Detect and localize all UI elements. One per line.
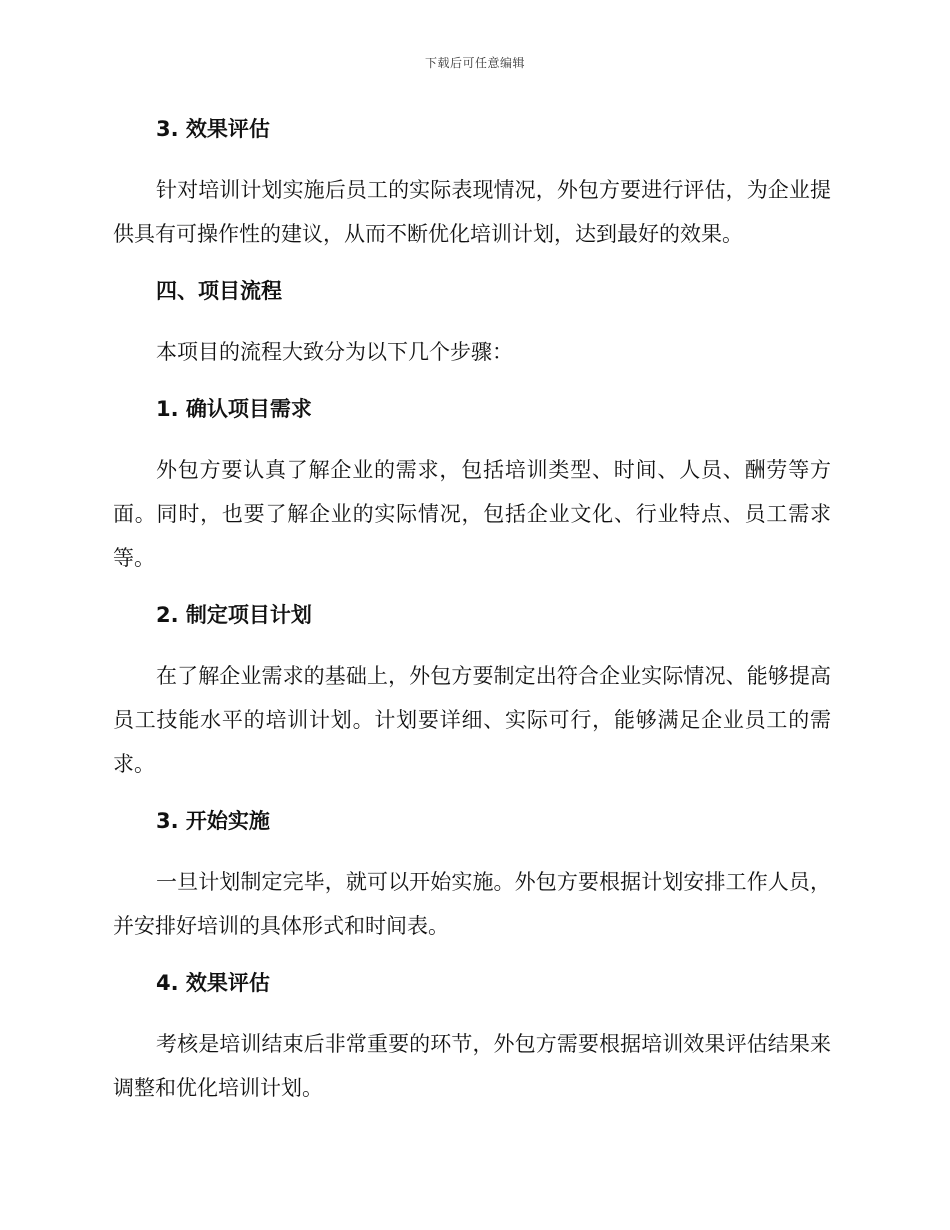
document-body <box>113 112 831 1110</box>
paragraph-confirm-requirements: 外包方要认真了解企业的需求，包括培训类型、时间、人员、酬劳等方面。同时，也要了解企业的实际情况，包括企业文化、行业特点、员工需求等。 <box>113 458 831 570</box>
paragraph-process-intro: 本项目的流程大致分为以下几个步骤： <box>156 340 513 364</box>
header-note: 下载后可任意编辑 <box>424 56 525 70</box>
paragraph-start-implementation: 一旦计划制定完毕，就可以开始实施。外包方要根据计划安排工作人员，并安排好培训的具体形式和时间表。 <box>113 870 831 938</box>
section-heading-confirm-requirements: 1. 确认项目需求 <box>156 397 312 421</box>
section-heading-make-plan: 2. 制定项目计划 <box>156 603 312 627</box>
section-heading-evaluation: 3. 效果评估 <box>156 117 270 141</box>
section-heading-start-implementation: 3. 开始实施 <box>156 809 270 833</box>
section-heading-effect-evaluation: 4. 效果评估 <box>156 971 270 995</box>
paragraph-effect-evaluation: 考核是培训结束后非常重要的环节，外包方需要根据培训效果评估结果来调整和优化培训计划。 <box>113 1032 831 1100</box>
paragraph-make-plan: 在了解企业需求的基础上，外包方要制定出符合企业实际情况、能够提高员工技能水平的培训计划。计划要详细、实际可行，能够满足企业员工的需求。 <box>113 664 831 776</box>
paragraph-evaluation: 针对培训计划实施后员工的实际表现情况，外包方要进行评估，为企业提供具有可操作性的建议，从而不断优化培训计划，达到最好的效果。 <box>113 178 831 246</box>
section-heading-project-process: 四、项目流程 <box>156 279 282 303</box>
